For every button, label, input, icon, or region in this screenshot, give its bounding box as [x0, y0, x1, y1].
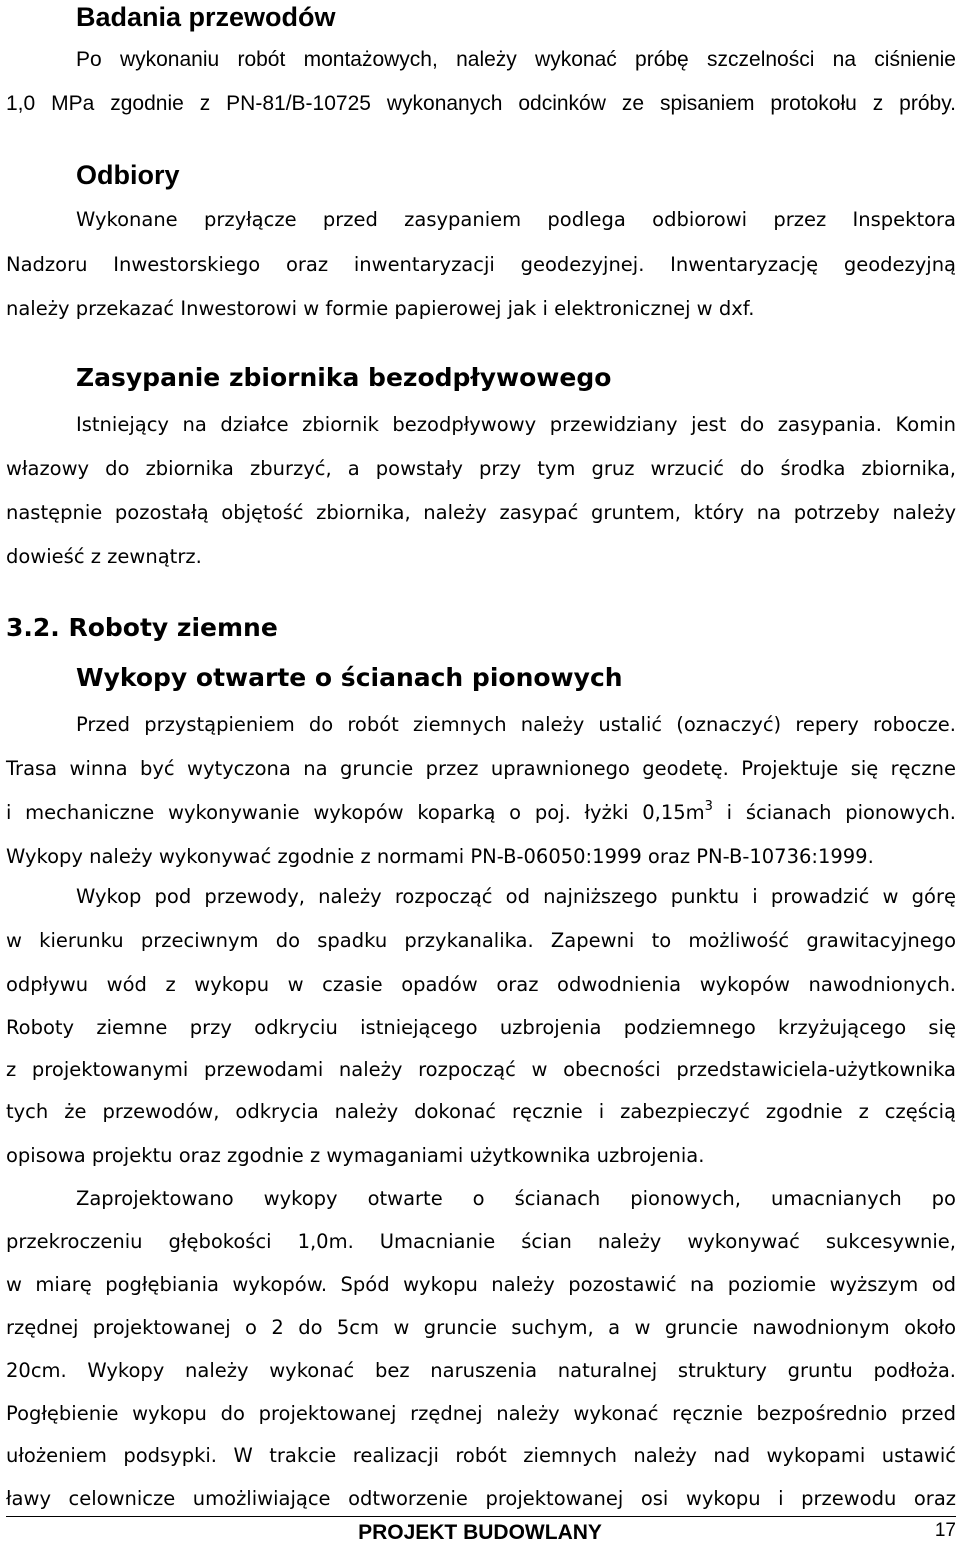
page-number: 17 [934, 1520, 956, 1541]
paragraph-line: Zaprojektowano wykopy otwarte o ścianach pionowych, umacnianych po [76, 1187, 956, 1210]
heading-odbiory: Odbiory [76, 160, 180, 190]
heading-wykopy: Wykopy otwarte o ścianach pionowych [76, 663, 623, 692]
paragraph-line: z projektowanymi przewodami należy rozpocząć w obecności przedstawiciela-użytkownika [6, 1058, 956, 1081]
paragraph-line: 20cm. Wykopy należy wykonać bez naruszenia naturalnej struktury gruntu podłoża. [6, 1359, 956, 1382]
paragraph-line: Po wykonaniu robót montażowych, należy wykonać próbę szczelności na ciśnienie [76, 48, 956, 71]
superscript: 3 [704, 798, 713, 814]
paragraph-line: Wykop pod przewody, należy rozpocząć od najniższego punktu i prowadzić w górę [76, 885, 956, 908]
paragraph-line: ławy celownicze umożliwiające odtworzenie projektowanej osi wykopu i przewodu oraz [6, 1487, 956, 1510]
line-text: i mechaniczne wykonywanie wykopów koparką o poj. łyżki 0,15m [6, 801, 705, 824]
line-text-tail: i ścianach pionowych. [712, 801, 956, 824]
paragraph-line: odpływu wód z wykopu w czasie opadów oraz odwodnienia wykopów nawodnionych. [6, 973, 956, 996]
paragraph-line: Wykopy należy wykonywać zgodnie z normami PN-B-06050:1999 oraz PN-B-10736:1999. [6, 845, 874, 868]
heading-roboty-ziemne: 3.2. Roboty ziemne [6, 613, 278, 642]
paragraph-line: w miarę pogłębiania wykopów. Spód wykopu należy pozostawić na poziomie wyższym od [6, 1273, 956, 1296]
paragraph-line: ułożeniem podsypki. W trakcie realizacji robót ziemnych należy nad wykopami ustawić [6, 1444, 956, 1467]
heading-zasypanie: Zasypanie zbiornika bezodpływowego [76, 363, 612, 392]
paragraph-line: Wykonane przyłącze przed zasypaniem podlega odbiorowi przez Inspektora [76, 208, 956, 231]
paragraph-line: tych że przewodów, odkrycia należy dokonać ręcznie i zabezpieczyć zgodnie z częścią [6, 1100, 956, 1123]
paragraph-line: dowieść z zewnątrz. [6, 545, 202, 568]
paragraph-line: Trasa winna być wytyczona na gruncie przez uprawnionego geodetę. Projektuje się ręczne [6, 757, 956, 780]
paragraph-line: Istniejący na działce zbiornik bezodpływowy przewidziany jest do zasypania. Komin [76, 413, 956, 436]
paragraph-line-superscript [6, 800, 956, 826]
paragraph-line: Pogłębienie wykopu do projektowanej rzędnej należy wykonać ręcznie bezpośrednio przed [6, 1402, 956, 1425]
paragraph-line: Roboty ziemne przy odkryciu istniejącego uzbrojenia podziemnego krzyżującego się [6, 1016, 956, 1039]
paragraph-line: rzędnej projektowanej o 2 do 5cm w gruncie suchym, a w gruncie nawodnionym około [6, 1316, 956, 1339]
paragraph-line: opisowa projektu oraz zgodnie z wymaganiami użytkownika uzbrojenia. [6, 1144, 705, 1167]
paragraph-line: Nadzoru Inwestorskiego oraz inwentaryzacji geodezyjnej. Inwentaryzację geodezyjną [6, 253, 956, 276]
paragraph-line: należy przekazać Inwestorowi w formie papierowej jak i elektronicznej w dxf. [6, 297, 755, 320]
paragraph-line: następnie pozostałą objętość zbiornika, należy zasypać gruntem, który na potrzeby należy [6, 501, 956, 524]
footer-rule [6, 1516, 956, 1517]
paragraph-line: Przed przystąpieniem do robót ziemnych należy ustalić (oznaczyć) repery robocze. [76, 713, 956, 736]
footer-title: PROJEKT BUDOWLANY [358, 1521, 602, 1544]
paragraph-line: przekroczeniu głębokości 1,0m. Umacnianie ścian należy wykonywać sukcesywnie, [6, 1230, 956, 1253]
heading-badania: Badania przewodów [76, 2, 336, 32]
paragraph-line: w kierunku przeciwnym do spadku przykanalika. Zapewni to możliwość grawitacyjnego [6, 929, 956, 952]
paragraph-line: 1,0 MPa zgodnie z PN-81/B-10725 wykonanych odcinków ze spisaniem protokołu z próby. [6, 92, 956, 115]
paragraph-line: włazowy do zbiornika zburzyć, a powstały przy tym gruz wrzucić do środka zbiornika, [6, 457, 956, 480]
